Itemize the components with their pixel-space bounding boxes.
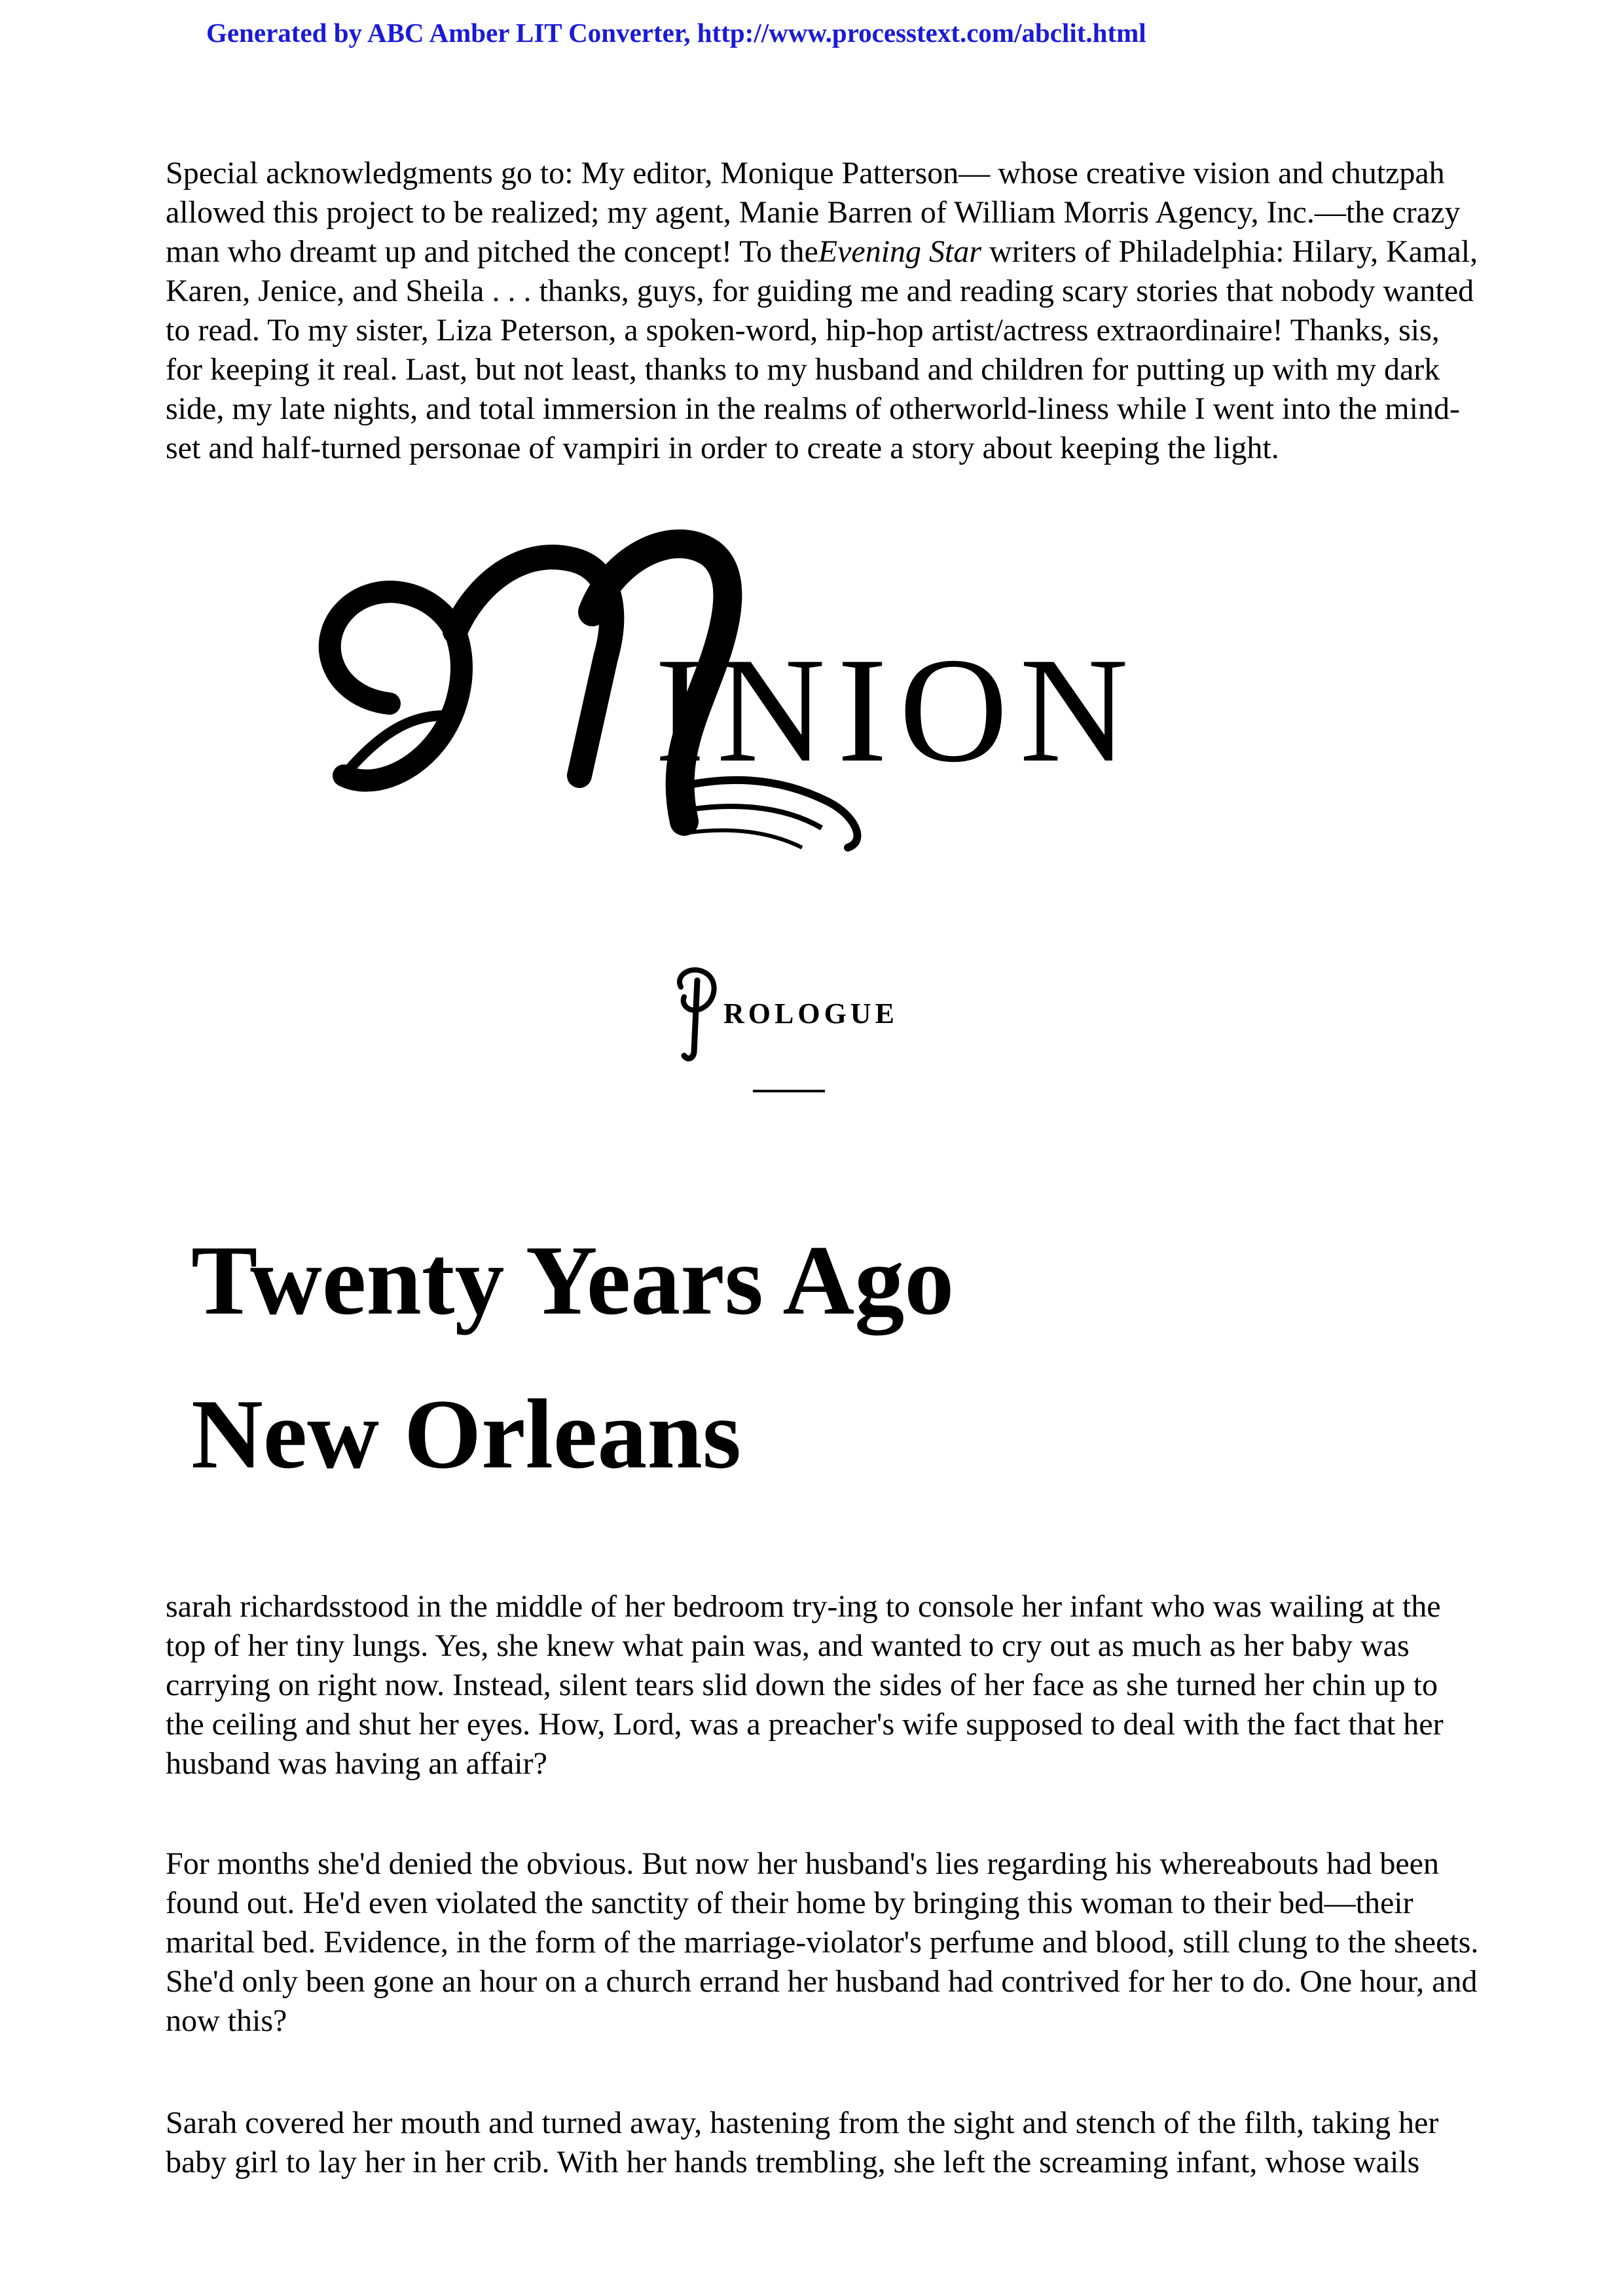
converter-header <box>206 17 1146 48</box>
ornate-p-initial <box>668 952 727 1066</box>
story-paragraph-1: sarah richardsstood in the middle of her bedroom try-ing to console her infant who was wailing at the top of her tiny lungs. Yes, she knew what pain was, and wanted to cry out as much as her baby was carrying on right now. Instead, silent tears slid down the sides of her face as she turned her chin up to the ceiling and shut her eyes. How, Lord, was a preacher's wife supposed to deal with the fact that her husband was having an affair? <box>166 1589 1444 1781</box>
place-heading: New Orleans <box>191 1379 742 1489</box>
svg-text:M: M <box>304 505 314 516</box>
minion-title-logo <box>304 505 1313 880</box>
converter-header-text: Generated by ABC Amber LIT Converter, http://www.processtext.com/abclit.html <box>206 18 1146 48</box>
story-paragraph-2: For months she'd denied the obvious. But now her husband's lies regarding his whereabouts had been found out. He'd even violated the sanctity of their home by bringing this woman to their bed—their marital bed. Evidence, in the form of the marriage-violator's perfume and blood, still clung to the sheets. She'd only been gone an hour on a church errand her husband had contrived for her to do. One hour, and now this? <box>166 1846 1479 2038</box>
section-divider <box>753 1090 825 1092</box>
prologue-label <box>668 952 949 1066</box>
prologue-text: ROLOGUE <box>723 997 898 1030</box>
evening-star-title: Evening Star <box>818 234 982 269</box>
svg-text:P: P <box>668 952 674 963</box>
story-paragraph-3: Sarah covered her mouth and turned away, hastening from the sight and stench of the filth, taking her baby girl to lay her in her crib. With her hands trembling, she left the screaming infant, whose wails <box>166 2106 1439 2179</box>
minion-title-text: INION <box>655 626 1140 793</box>
acknowledgments-paragraph: Special acknowledgments go to: My editor, Monique Patterson— whose creative vision and chutzpah allowed this project to be realized; my agent, Manie Barren of William Morris Agency, Inc.—the crazy man who dreamt up and pitched the concept! To theEvening Star writers of Philadelphia: Hilary, Kamal, Karen, Jenice, and Sheila . . . thanks, guys, for guiding me and reading scary stories that nobody wanted to read. To my sister, Liza Peterson, a spoken-word, hip-hop artist/actress extraordinaire! Thanks, sis, for keeping it real. Last, but not least, thanks to my husband and children for putting up with my dark side, my late nights, and total immersion in the realms of otherworld-liness while I went into the mind-set and half-turned personae of vampiri in order to create a story about keeping the light. <box>166 156 1478 465</box>
time-heading: Twenty Years Ago <box>191 1225 955 1335</box>
